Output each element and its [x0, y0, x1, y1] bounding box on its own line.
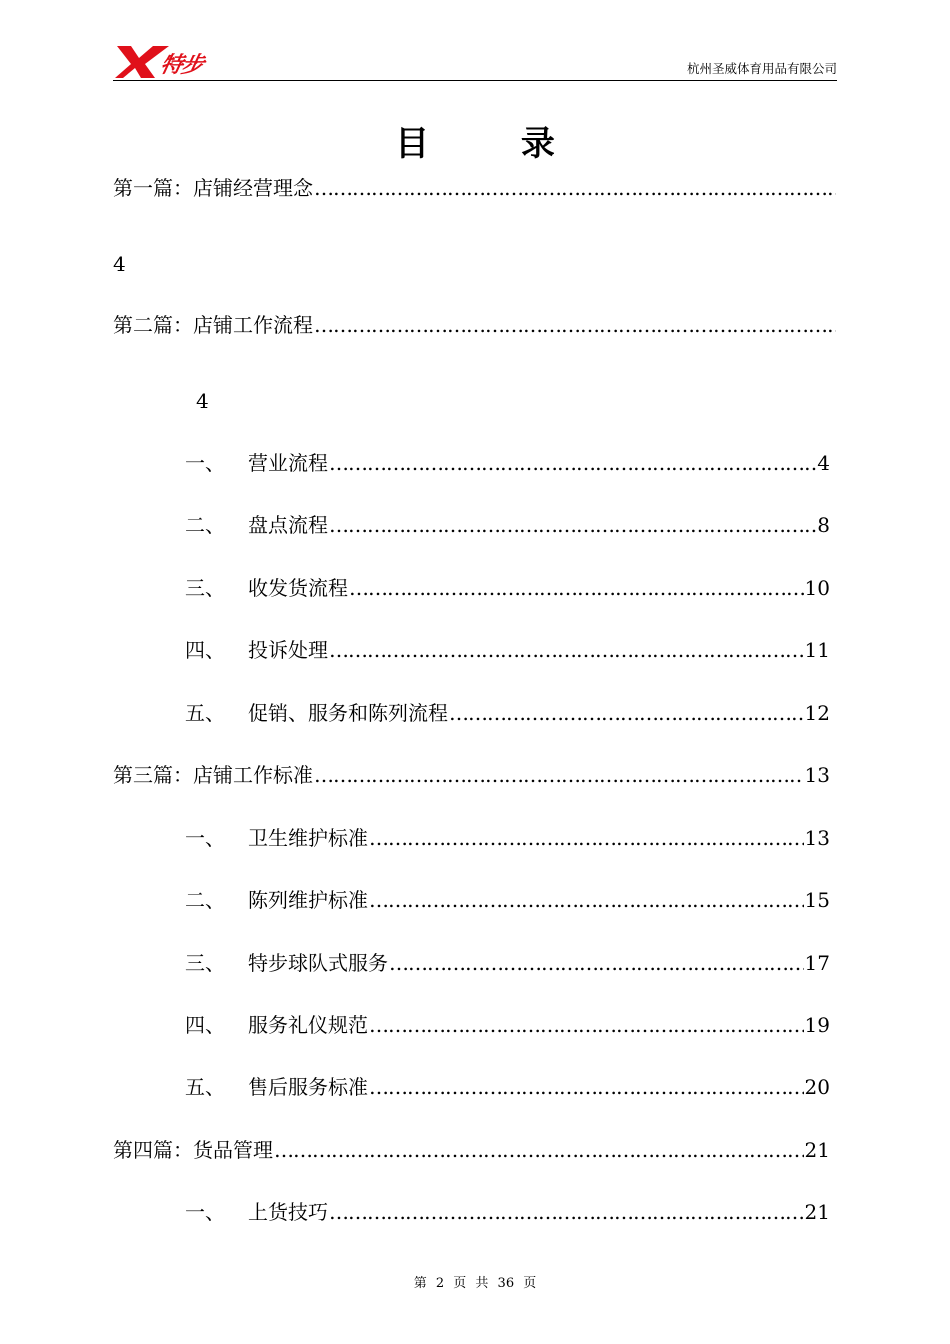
- toc-entry: [185, 1011, 830, 1039]
- toc-leader-dots: [369, 886, 804, 914]
- toc-entry-num: 三、: [185, 576, 225, 600]
- toc-leader-dots: [274, 1136, 804, 1164]
- page-header: [113, 44, 837, 81]
- toc-part3: [113, 761, 830, 789]
- toc-entry-label: 卫生维护标准: [248, 826, 368, 850]
- toc-entry-page: 13: [804, 826, 830, 850]
- toc-entry-label: 收发货流程: [248, 576, 348, 600]
- toc-entry: [185, 574, 830, 602]
- toc-leader-dots: [329, 511, 816, 539]
- toc-leader-dots: [314, 174, 836, 202]
- page-title: 目 录: [395, 124, 595, 164]
- toc-entry: [185, 886, 830, 914]
- toc-entry-label: 促销、服务和陈列流程: [248, 701, 448, 725]
- toc-leader-dots: [369, 1011, 804, 1039]
- toc-entry-num: 五、: [185, 1075, 225, 1099]
- toc-entry-num: 二、: [185, 888, 225, 912]
- logo-text: 特步: [157, 53, 206, 78]
- toc-leader-dots: [369, 1073, 804, 1101]
- toc-part3-page: 13: [804, 763, 830, 787]
- toc-entry-page: 20: [804, 1075, 830, 1099]
- toc-entry-num: 四、: [185, 638, 225, 662]
- toc-leader-dots: [369, 824, 804, 852]
- toc-entry-num: 一、: [185, 1200, 225, 1224]
- toc-entry: [185, 949, 830, 977]
- toc-entry-label: 营业流程: [248, 451, 328, 475]
- toc-leader-dots: [389, 949, 804, 977]
- toc-entry-label: 特步球队式服务: [248, 951, 388, 975]
- toc-entry-page: 11: [804, 638, 830, 662]
- toc-entry-page: 21: [804, 1200, 830, 1224]
- toc-entry-label: 陈列维护标准: [248, 888, 368, 912]
- toc-entry-page: 8: [817, 513, 830, 537]
- toc-part2-page: 4: [196, 389, 209, 413]
- toc-part1-label: 第一篇：店铺经营理念: [113, 176, 313, 200]
- toc-part2-label: 第二篇：店铺工作流程: [113, 313, 313, 337]
- toc-entry-num: 四、: [185, 1013, 225, 1037]
- company-name: 杭州圣威体育用品有限公司: [686, 61, 837, 76]
- toc-part4-page: 21: [804, 1138, 830, 1162]
- toc-leader-dots: [349, 574, 804, 602]
- toc-entry-label: 投诉处理: [248, 638, 328, 662]
- toc-entry-page: 17: [804, 951, 830, 975]
- toc-entry-page: 12: [804, 701, 830, 725]
- toc-part4-label: 第四篇：货品管理: [113, 1138, 273, 1162]
- toc-entry-label: 售后服务标准: [248, 1075, 368, 1099]
- toc-entry: [185, 511, 830, 539]
- toc-entry: [185, 636, 830, 664]
- toc-entry: [185, 699, 830, 727]
- toc-entry-num: 一、: [185, 451, 225, 475]
- toc-entry: [185, 824, 830, 852]
- toc-leader-dots: [314, 761, 804, 789]
- toc-leader-dots: [329, 636, 804, 664]
- toc-part4: [113, 1136, 830, 1164]
- toc-leader-dots: [314, 311, 836, 339]
- toc-leader-dots: [329, 1198, 804, 1226]
- toc-entry-label: 服务礼仪规范: [248, 1013, 368, 1037]
- toc-entry: [185, 1198, 830, 1226]
- toc-part2: [113, 311, 837, 339]
- toc-part1: [113, 174, 837, 202]
- toc-entry-num: 五、: [185, 701, 225, 725]
- toc-entry-num: 二、: [185, 513, 225, 537]
- toc-leader-dots: [449, 699, 804, 727]
- toc-leader-dots: [329, 449, 816, 477]
- toc-entry-page: 19: [804, 1013, 830, 1037]
- toc-entry-num: 一、: [185, 826, 225, 850]
- toc-entry: [185, 449, 830, 477]
- toc-entry-num: 三、: [185, 951, 225, 975]
- toc-entry-page: 10: [804, 576, 830, 600]
- toc-entry-page: 4: [817, 451, 830, 475]
- toc-entry: [185, 1073, 830, 1101]
- page-footer: 第 2 页 共 36 页: [413, 1276, 537, 1291]
- toc-entry-label: 盘点流程: [248, 513, 328, 537]
- toc-part3-label: 第三篇：店铺工作标准: [113, 763, 313, 787]
- toc-entry-label: 上货技巧: [248, 1200, 328, 1224]
- xtep-logo: [113, 44, 225, 80]
- toc-part1-page: 4: [113, 252, 126, 276]
- toc-entry-page: 15: [804, 888, 830, 912]
